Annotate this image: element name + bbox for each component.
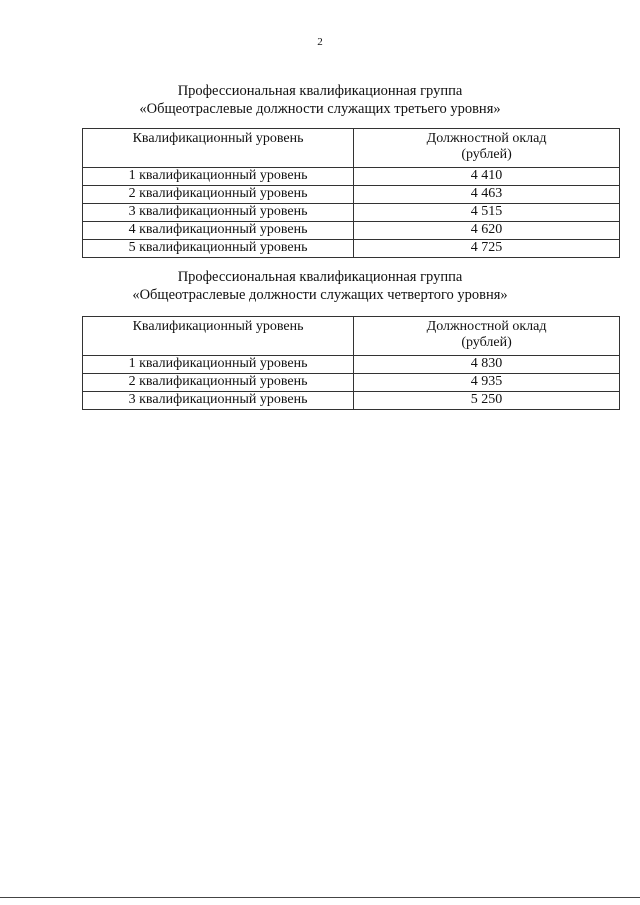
level-cell: 1 квалификационный уровень: [83, 356, 354, 374]
section-title-fourth-level: [0, 268, 640, 304]
salary-cell: 4 515: [354, 204, 620, 222]
page-number: 2: [317, 36, 323, 48]
salary-cell: 4 935: [354, 374, 620, 392]
column-header-salary: [354, 317, 620, 356]
section-title-line2: «Общеотраслевые должности служащих третьего уровня»: [139, 101, 501, 117]
section-title-line2: «Общеотраслевые должности служащих четвертого уровня»: [132, 287, 508, 303]
table-row: [83, 356, 620, 374]
level-cell: 2 квалификационный уровень: [83, 186, 354, 204]
salary-cell: 4 620: [354, 222, 620, 240]
salary-table-third-level: [82, 128, 620, 258]
salary-cell: 4 830: [354, 356, 620, 374]
section-title-line1: Профессиональная квалификационная группа: [177, 83, 463, 99]
table-row: [83, 392, 620, 410]
section-title-third-level: [0, 82, 640, 118]
column-header-salary-line2: (рублей): [461, 335, 512, 350]
salary-cell: 5 250: [354, 392, 620, 410]
level-cell: 4 квалификационный уровень: [83, 222, 354, 240]
column-header-salary-line1: Должностной оклад: [426, 131, 547, 146]
table-header-row: [83, 317, 620, 356]
column-header-level: Квалификационный уровень: [83, 317, 354, 356]
salary-cell: 4 725: [354, 240, 620, 258]
level-cell: 1 квалификационный уровень: [83, 168, 354, 186]
salary-cell: 4 463: [354, 186, 620, 204]
table-row: [83, 240, 620, 258]
table-row: [83, 204, 620, 222]
column-header-level: Квалификационный уровень: [83, 129, 354, 168]
salary-table-fourth-level: [82, 316, 620, 410]
salary-cell: 4 410: [354, 168, 620, 186]
column-header-salary-line2: (рублей): [461, 147, 512, 162]
table-row: [83, 222, 620, 240]
level-cell: 3 квалификационный уровень: [83, 392, 354, 410]
level-cell: 3 квалификационный уровень: [83, 204, 354, 222]
level-cell: 2 квалификационный уровень: [83, 374, 354, 392]
section-title-line1: Профессиональная квалификационная группа: [177, 269, 463, 285]
table-row: [83, 186, 620, 204]
column-header-salary-line1: Должностной оклад: [426, 319, 547, 334]
page-bottom-divider: [0, 897, 640, 898]
table-row: [83, 168, 620, 186]
level-cell: 5 квалификационный уровень: [83, 240, 354, 258]
table-header-row: [83, 129, 620, 168]
table-row: [83, 374, 620, 392]
column-header-salary: [354, 129, 620, 168]
